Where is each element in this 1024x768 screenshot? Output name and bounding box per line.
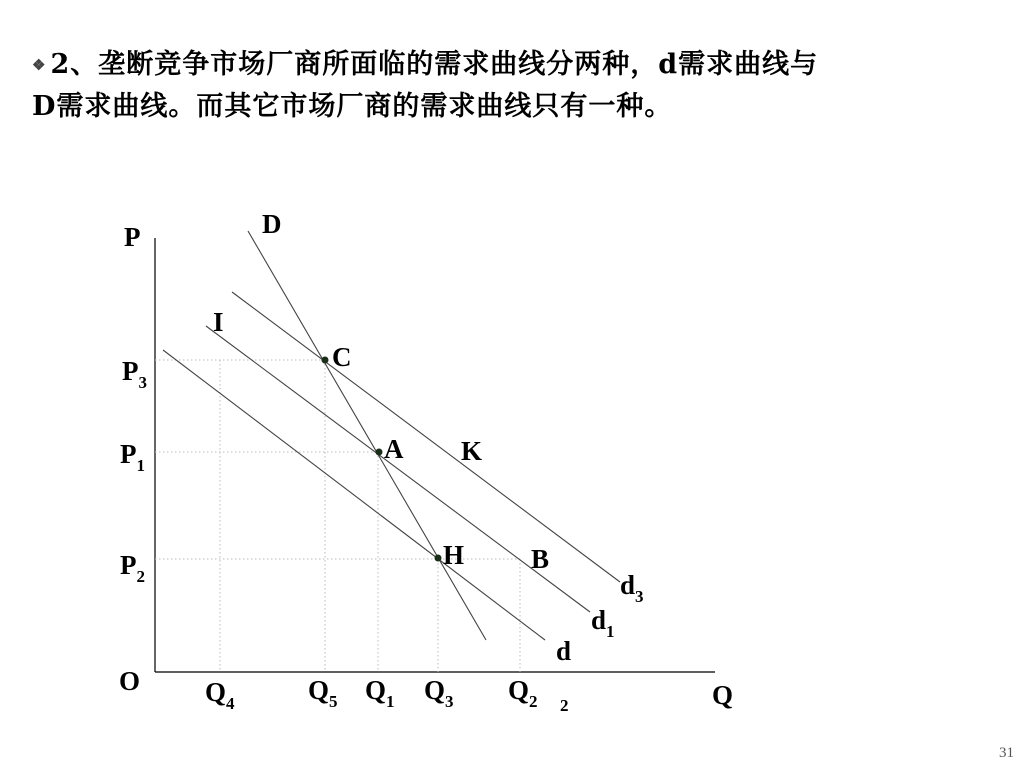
quantity-label-q5 (308, 675, 338, 711)
quantity-label-q5-main: Q (308, 675, 330, 705)
quantity-label-q3-main: Q (424, 675, 446, 705)
curve-label-d3 (620, 570, 644, 606)
curve-label-B: B (531, 544, 550, 574)
curve-D (248, 231, 486, 640)
price-label-p1-sub: 1 (136, 456, 145, 475)
bullet-diamond-icon: ❖ (32, 56, 47, 74)
curve-label-K: K (461, 436, 483, 466)
curve-label-d: d (556, 636, 572, 666)
stray-subscript-2: 2 (560, 696, 569, 715)
quantity-label-q4-sub: 4 (226, 694, 235, 713)
curve-label-d1-main: d (591, 605, 607, 635)
price-label-p2 (120, 550, 145, 586)
point-C-marker (322, 357, 329, 364)
price-label-p3-main: P (122, 356, 139, 386)
point-label-A: A (384, 434, 404, 464)
price-label-p2-sub: 2 (136, 567, 145, 586)
quantity-label-q2-sub: 2 (529, 692, 538, 711)
guide-lines (155, 360, 520, 672)
point-H-marker (435, 555, 442, 562)
quantity-label-q1-main: Q (365, 675, 387, 705)
quantity-label-q4 (205, 677, 235, 713)
quantity-label-q1 (365, 675, 395, 711)
curve-label-d1 (591, 605, 615, 641)
origin-label: O (119, 666, 141, 696)
page-number: 31 (999, 745, 1014, 761)
axis-y-label: P (124, 222, 141, 252)
curve-label-I: I (213, 307, 224, 337)
curve-label-d3-sub: 3 (635, 587, 644, 606)
price-label-p3 (122, 356, 147, 392)
quantity-label-q3-sub: 3 (445, 692, 454, 711)
quantity-label-q2-main: Q (508, 675, 530, 705)
heading-line-2: D需求曲线。而其它市场厂商的需求曲线只有一种。 (32, 91, 673, 122)
price-label-p2-main: P (120, 550, 137, 580)
heading-line-1: 2、垄断竞争市场厂商所面临的需求曲线分两种，d需求曲线与 (50, 49, 819, 80)
quantity-label-q3 (424, 675, 454, 711)
quantity-label-q2 (508, 675, 538, 711)
point-A-marker (376, 449, 383, 456)
quantity-label-q1-sub: 1 (386, 692, 395, 711)
price-label-p1 (120, 439, 145, 475)
point-label-H: H (443, 540, 465, 570)
axis-x-label: Q (712, 680, 734, 710)
curve-label-d1-sub: 1 (606, 622, 615, 641)
curve-d3 (232, 292, 620, 582)
quantity-label-q4-main: Q (205, 677, 227, 707)
price-label-p3-sub: 3 (138, 373, 147, 392)
price-label-p1-main: P (120, 439, 137, 469)
curve-label-d3-main: d (620, 570, 636, 600)
quantity-label-q5-sub: 5 (329, 692, 338, 711)
point-label-C: C (332, 342, 352, 372)
curve-label-D: D (262, 209, 282, 239)
